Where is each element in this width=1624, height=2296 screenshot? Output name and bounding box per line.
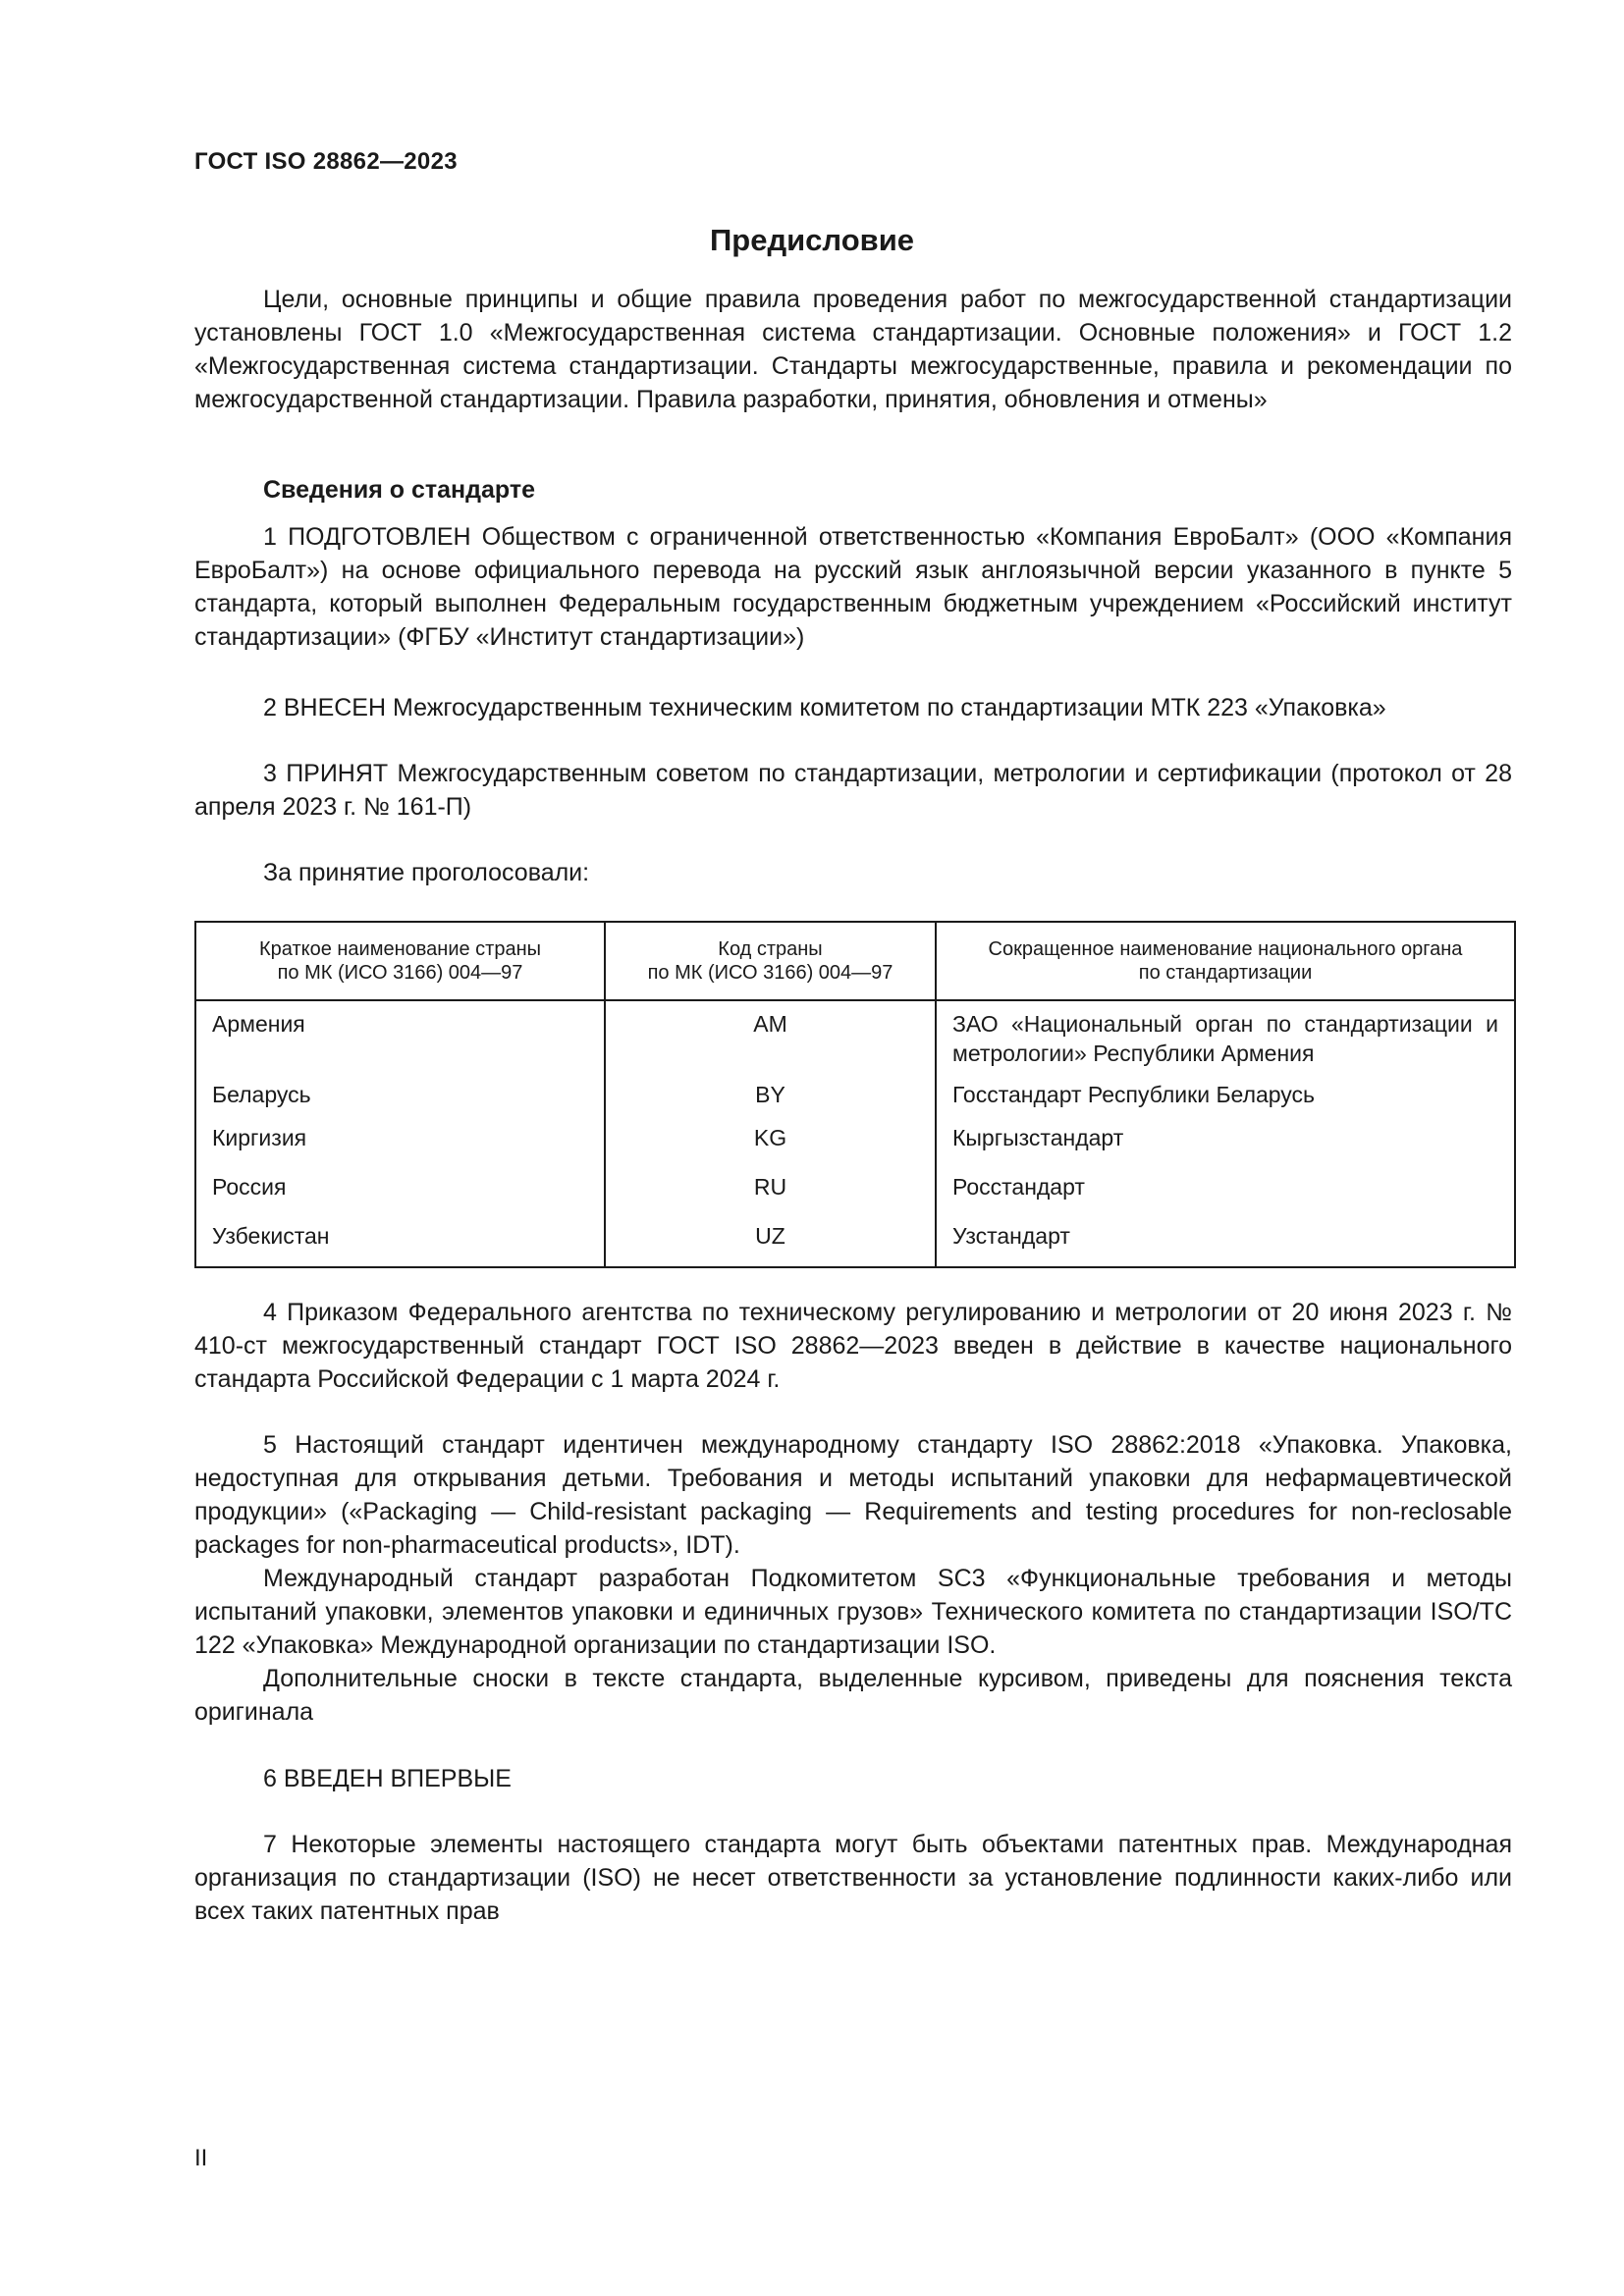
document-header: ГОСТ ISO 28862—2023 [194,148,458,175]
page-number: II [194,2145,208,2171]
item-4-block [194,1296,1512,1396]
country-name-cell: Киргизия [195,1123,605,1172]
header-country-code-line2: по МК (ИСО 3166) 004—97 [647,962,893,984]
vote-intro: За принятие проголосовали: [263,859,590,886]
header-national-body [936,922,1515,1000]
national-body-cell: Росстандарт [936,1172,1515,1221]
country-name-cell: Беларусь [195,1074,605,1123]
item-1-block [194,520,1512,654]
header-country-name-line2: по МК (ИСО 3166) 004—97 [277,962,523,984]
item-3-block [194,757,1512,824]
section-heading-block [194,473,1512,507]
page-title: Предисловие [709,223,914,257]
country-name-cell: Россия [195,1172,605,1221]
country-code-cell: BY [605,1074,936,1123]
item-5-paragraph-3: Дополнительные сноски в тексте стандарта, выделенные курсивом, приведены для пояснения текста оригинала [194,1665,1512,1726]
section-heading: Сведения о стандарте [263,476,536,504]
header-national-body-line1: Сокращенное наименование национального органа [988,938,1463,960]
national-body-cell: Кыргызстандарт [936,1123,1515,1172]
table-row [195,1074,1515,1123]
vote-table-header-row [195,922,1515,1000]
item-2-paragraph: 2 ВНЕСЕН Межгосударственным техническим комитетом по стандартизации МТК 223 «Упаковка» [263,694,1386,721]
item-3-paragraph: 3 ПРИНЯТ Межгосударственным советом по стандартизации, метрологии и сертификации (протокол от 28 апреля 2023 г. № 161-П) [194,760,1512,821]
item-6-paragraph: 6 ВВЕДЕН ВПЕРВЫЕ [263,1765,512,1792]
national-body-cell: Узстандарт [936,1221,1515,1267]
country-code-cell: UZ [605,1221,936,1267]
header-country-name [195,922,605,1000]
country-code-cell: KG [605,1123,936,1172]
table-row [195,1221,1515,1267]
vote-intro-block [194,856,1512,889]
header-country-code-line1: Код страны [718,938,823,960]
national-body-cell: ЗАО «Национальный орган по стандартизации и метрологии» Республики Армения [936,1000,1515,1074]
intro-block [194,283,1512,416]
table-row [195,1172,1515,1221]
country-code-cell: RU [605,1172,936,1221]
table-row [195,1123,1515,1172]
intro-paragraph: Цели, основные принципы и общие правила проведения работ по межгосударственной стандартизации установлены ГОСТ 1.0 «Межгосударственная система стандартизации. Основные положения» и ГОСТ 1.2 «Межгосударственная система стандартизации. Стандарты межгосударственные, правила и рекомендации по межгосударственной стандартизации. Правила разработки, принятия, обновления и отмены» [194,286,1512,413]
national-body-cell: Госстандарт Республики Беларусь [936,1074,1515,1123]
item-1-paragraph: 1 ПОДГОТОВЛЕН Обществом с ограниченной ответственностью «Компания ЕвроБалт» (ООО «Компания ЕвроБалт») на основе официального перевода на русский язык англоязычной версии указанного в пункте 5 стандарта, который выполнен Федеральным государственным бюджетным учреждением «Российский институт стандартизации» (ФГБУ «Институт стандартизации») [194,523,1512,651]
header-national-body-line2: по стандартизации [1138,962,1313,984]
item-2-block [194,691,1512,724]
country-name-cell: Армения [195,1000,605,1074]
country-code-cell: AM [605,1000,936,1074]
item-7-paragraph: 7 Некоторые элементы настоящего стандарта могут быть объектами патентных прав. Международная организация по стандартизации (ISO) не несет ответственности за установление подлинности каких-либо или всех таких патентных прав [194,1831,1512,1925]
item-4-paragraph: 4 Приказом Федерального агентства по техническому регулированию и метрологии от 20 июня 2023 г. № 410-ст межгосударственный стандарт ГОСТ ISO 28862—2023 введен в действие в качестве национального стандарта Российской Федерации с 1 марта 2024 г. [194,1299,1512,1393]
header-country-code [605,922,936,1000]
item-7-block [194,1828,1512,1928]
item-5-block [194,1428,1512,1729]
country-name-cell: Узбекистан [195,1221,605,1267]
header-country-name-line1: Краткое наименование страны [258,938,542,960]
table-row [195,1000,1515,1074]
item-6-block [194,1762,1512,1795]
item-5-paragraph: 5 Настоящий стандарт идентичен международному стандарту ISO 28862:2018 «Упаковка. Упаковка, недоступная для открывания детьми. Требования и методы испытаний упаковки для нефармацевтической продукции» («Packaging — Child-resistant packaging — Requirements and testing procedures for non-reclosable packages for non-pharmaceutical products», IDT). [194,1431,1512,1559]
item-5-paragraph-2: Международный стандарт разработан Подкомитетом SC3 «Функциональные требования и методы испытаний упаковки, элементов упаковки и единичных грузов» Технического комитета по стандартизации ISO/TC 122 «Упаковка» Международной организации по стандартизации ISO. [194,1565,1512,1659]
vote-table [194,921,1516,1268]
